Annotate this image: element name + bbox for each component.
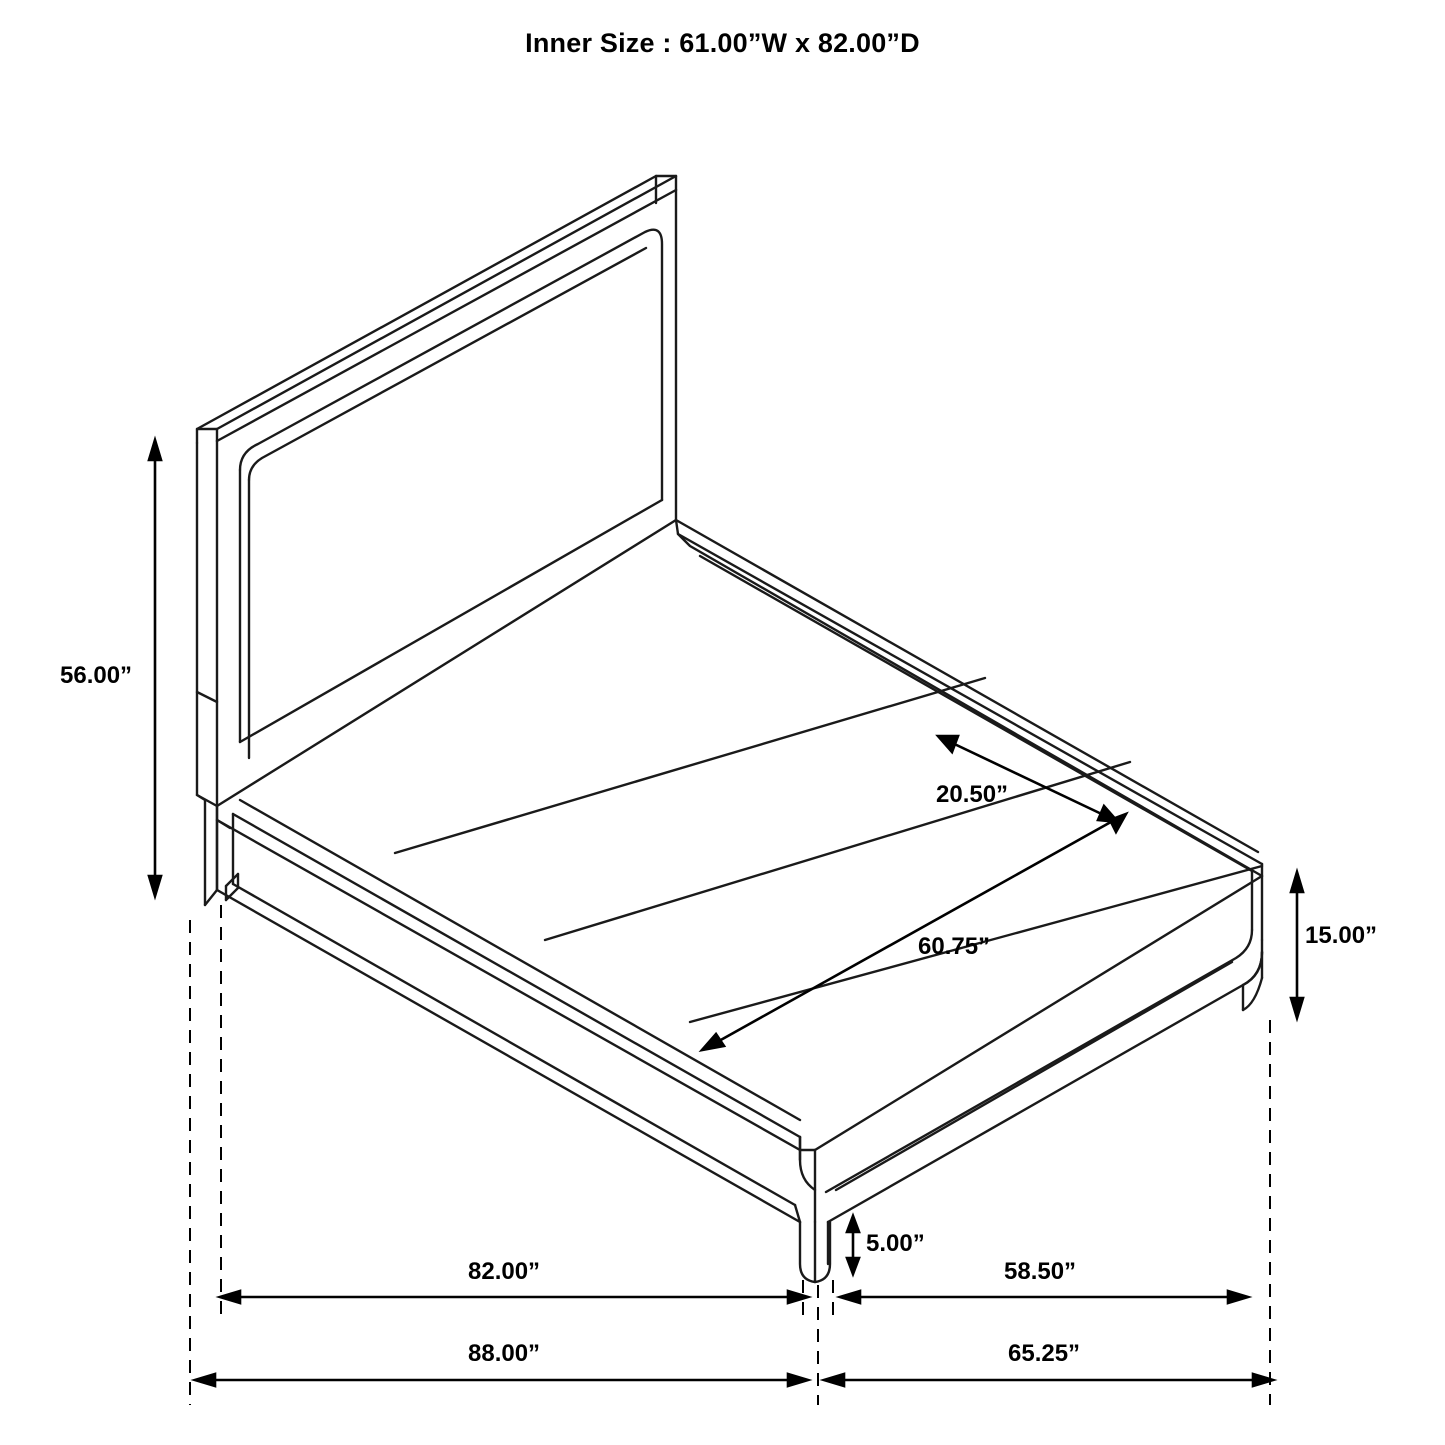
headboard [197,176,676,905]
bed-frame [217,520,1262,1282]
page-title: Inner Size : 61.00”W x 82.00”D [525,28,920,58]
dim-inner-width [702,814,1126,1050]
dim-overall-depth [824,1374,1273,1386]
dim-label-5: 5.00” [866,1230,925,1257]
dim-headboard-height [149,440,161,896]
dim-label-88: 88.00” [468,1340,541,1367]
dim-overall-length [195,1374,808,1386]
dim-label-65-25: 65.25” [1008,1340,1081,1367]
dim-label-82: 82.00” [468,1258,541,1285]
dim-label-15: 15.00” [1305,922,1378,949]
dim-label-58-50: 58.50” [1004,1258,1077,1285]
dim-deck-height [1291,872,1303,1018]
dim-label-60-75: 60.75” [918,933,991,960]
dim-side-depth [840,1291,1248,1303]
projection-lines [190,905,1270,1405]
dim-leg-height [847,1216,859,1274]
dim-inner-length [220,1291,808,1303]
dim-label-20-50: 20.50” [936,781,1009,808]
dim-label-56: 56.00” [60,662,133,689]
